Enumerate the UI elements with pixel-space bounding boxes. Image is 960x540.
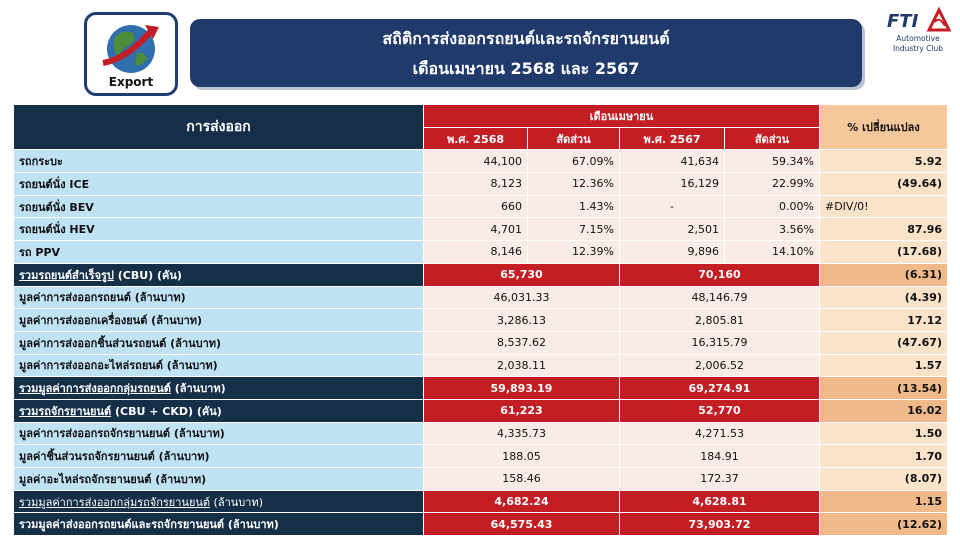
row-label: รถยนต์นั่ง ICE bbox=[14, 173, 424, 196]
cell-pct: (13.54) bbox=[820, 377, 948, 400]
cell-2568: 8,537.62 bbox=[424, 331, 620, 354]
cell-pct: (4.39) bbox=[820, 286, 948, 309]
cell-2567: 9,896 bbox=[620, 241, 725, 264]
table-row bbox=[14, 150, 948, 173]
row-label: รถ PPV bbox=[14, 241, 424, 264]
cell-pct: (12.62) bbox=[820, 513, 948, 536]
cell-2567: 4,271.53 bbox=[620, 422, 820, 445]
title-banner bbox=[190, 19, 862, 87]
row-label: รถยนต์นั่ง HEV bbox=[14, 218, 424, 241]
total-moto-row bbox=[14, 399, 948, 422]
row-label bbox=[14, 399, 424, 422]
cell-2568: 8,146 bbox=[424, 241, 528, 264]
cell-2567: 2,501 bbox=[620, 218, 725, 241]
row-label-main: รวมรถยนต์สำเร็จรูป bbox=[19, 268, 114, 282]
row-label-main: รวมมูลค่าการส่งออกกลุ่มรถจักรยานยนต์ bbox=[19, 495, 211, 509]
cell-2568: 4,701 bbox=[424, 218, 528, 241]
cell-2568: 59,893.19 bbox=[424, 377, 620, 400]
cell-share-2568: 12.39% bbox=[528, 241, 620, 264]
row-label-main: รวมมูลค่าการส่งออกกลุ่มรถยนต์ bbox=[19, 382, 171, 396]
table-row bbox=[14, 286, 948, 309]
cell-2567: 16,315.79 bbox=[620, 331, 820, 354]
table-row bbox=[14, 354, 948, 377]
cell-pct: 1.57 bbox=[820, 354, 948, 377]
cell-pct: 1.70 bbox=[820, 445, 948, 468]
cell-2568: 2,038.11 bbox=[424, 354, 620, 377]
table-row bbox=[14, 241, 948, 264]
cell-share-2567: 3.56% bbox=[725, 218, 820, 241]
cell-share-2568: 1.43% bbox=[528, 195, 620, 218]
cell-2568: 46,031.33 bbox=[424, 286, 620, 309]
subheader-share-2568: สัดส่วน bbox=[528, 127, 620, 150]
row-label-suffix: (CBU + CKD) (คัน) bbox=[111, 404, 222, 418]
cell-2567: 48,146.79 bbox=[620, 286, 820, 309]
table-row bbox=[14, 422, 948, 445]
cell-2568: 64,575.43 bbox=[424, 513, 620, 536]
cell-2568: 188.05 bbox=[424, 445, 620, 468]
cell-pct: #DIV/0! bbox=[820, 195, 948, 218]
export-label: Export bbox=[108, 75, 154, 89]
row-label: มูลค่าการส่งออกรถยนต์ (ล้านบาท) bbox=[14, 286, 424, 309]
row-label: รถยนต์นั่ง BEV bbox=[14, 195, 424, 218]
cell-pct: 17.12 bbox=[820, 309, 948, 332]
cell-2568: 65,730 bbox=[424, 263, 620, 286]
total-cbu-row bbox=[14, 263, 948, 286]
cell-pct: (8.07) bbox=[820, 468, 948, 491]
cell-share-2568: 12.36% bbox=[528, 173, 620, 196]
cell-pct: 16.02 bbox=[820, 399, 948, 422]
cell-2567: 184.91 bbox=[620, 445, 820, 468]
cell-2568: 61,223 bbox=[424, 399, 620, 422]
cell-2567: 2,805.81 bbox=[620, 309, 820, 332]
cell-2568: 44,100 bbox=[424, 150, 528, 173]
subheader-share-2567: สัดส่วน bbox=[725, 127, 820, 150]
cell-share-2568: 67.09% bbox=[528, 150, 620, 173]
cell-share-2567: 0.00% bbox=[725, 195, 820, 218]
row-label-suffix: (ล้านบาท) bbox=[170, 382, 226, 396]
cell-2567: 16,129 bbox=[620, 173, 725, 196]
row-label: รวมมูลค่าส่งออกรถยนต์และรถจักรยานยนต์ (ล้านบาท) bbox=[14, 513, 424, 536]
header-export: การส่งออก bbox=[14, 105, 424, 150]
table-row bbox=[14, 309, 948, 332]
cell-share-2567: 14.10% bbox=[725, 241, 820, 264]
header-pct-change: % เปลี่ยนแปลง bbox=[820, 105, 948, 150]
cell-2567: 2,006.52 bbox=[620, 354, 820, 377]
row-label bbox=[14, 490, 424, 513]
row-label-suffix: (ล้านบาท) bbox=[210, 495, 263, 509]
subheader-2568: พ.ศ. 2568 bbox=[424, 127, 528, 150]
cell-2568: 4,335.73 bbox=[424, 422, 620, 445]
cell-pct: (49.64) bbox=[820, 173, 948, 196]
cell-2568: 8,123 bbox=[424, 173, 528, 196]
row-label: รถกระบะ bbox=[14, 150, 424, 173]
table-row bbox=[14, 468, 948, 491]
page-title: สถิติการส่งออกรถยนต์และรถจักรยานยนต์ bbox=[382, 29, 670, 48]
cell-2568: 660 bbox=[424, 195, 528, 218]
cell-2568: 158.46 bbox=[424, 468, 620, 491]
fti-brand-text: FTI bbox=[887, 11, 919, 32]
fti-line1: Automotive bbox=[896, 34, 940, 43]
cell-pct: 1.50 bbox=[820, 422, 948, 445]
export-logo bbox=[84, 12, 178, 96]
row-label-main: รวมรถจักรยานยนต์ bbox=[19, 404, 112, 418]
total-moto-value-row bbox=[14, 490, 948, 513]
fti-line2: Industry Club bbox=[892, 44, 944, 53]
row-label: มูลค่าการส่งออกรถจักรยานยนต์ (ล้านบาท) bbox=[14, 422, 424, 445]
row-label: มูลค่าชิ้นส่วนรถจักรยานยนต์ (ล้านบาท) bbox=[14, 445, 424, 468]
cell-share-2567: 59.34% bbox=[725, 150, 820, 173]
fti-logo bbox=[880, 6, 956, 60]
cell-2567: - bbox=[620, 195, 725, 218]
cell-2567: 52,770 bbox=[620, 399, 820, 422]
cell-pct: (17.68) bbox=[820, 241, 948, 264]
table-row bbox=[14, 218, 948, 241]
cell-pct: 5.92 bbox=[820, 150, 948, 173]
cell-2568: 4,682.24 bbox=[424, 490, 620, 513]
table-row bbox=[14, 173, 948, 196]
row-label-suffix: (CBU) (คัน) bbox=[113, 268, 182, 282]
table-row bbox=[14, 331, 948, 354]
cell-2568: 3,286.13 bbox=[424, 309, 620, 332]
row-label bbox=[14, 377, 424, 400]
row-label: มูลค่าการส่งออกอะไหล่รถยนต์ (ล้านบาท) bbox=[14, 354, 424, 377]
row-label: มูลค่าการส่งออกชิ้นส่วนรถยนต์ (ล้านบาท) bbox=[14, 331, 424, 354]
cell-pct: (47.67) bbox=[820, 331, 948, 354]
globe-arrow-icon bbox=[97, 19, 165, 79]
subheader-2567: พ.ศ. 2567 bbox=[620, 127, 725, 150]
cell-2567: 69,274.91 bbox=[620, 377, 820, 400]
grand-total-row bbox=[14, 513, 948, 536]
row-label bbox=[14, 263, 424, 286]
page-subtitle: เดือนเมษายน 2568 และ 2567 bbox=[412, 59, 640, 78]
cell-2567: 70,160 bbox=[620, 263, 820, 286]
cell-pct: 87.96 bbox=[820, 218, 948, 241]
header-month: เดือนเมษายน bbox=[424, 105, 820, 128]
cell-2567: 73,903.72 bbox=[620, 513, 820, 536]
row-label: มูลค่าการส่งออกเครื่องยนต์ (ล้านบาท) bbox=[14, 309, 424, 332]
cell-2567: 41,634 bbox=[620, 150, 725, 173]
cell-2567: 4,628.81 bbox=[620, 490, 820, 513]
table-row bbox=[14, 195, 948, 218]
cell-share-2568: 7.15% bbox=[528, 218, 620, 241]
export-stats-table bbox=[13, 104, 948, 536]
cell-2567: 172.37 bbox=[620, 468, 820, 491]
fti-emblem-icon bbox=[885, 6, 951, 34]
table-row bbox=[14, 445, 948, 468]
total-car-value-row bbox=[14, 377, 948, 400]
cell-pct: (6.31) bbox=[820, 263, 948, 286]
row-label: มูลค่าอะไหล่รถจักรยานยนต์ (ล้านบาท) bbox=[14, 468, 424, 491]
cell-pct: 1.15 bbox=[820, 490, 948, 513]
cell-share-2567: 22.99% bbox=[725, 173, 820, 196]
